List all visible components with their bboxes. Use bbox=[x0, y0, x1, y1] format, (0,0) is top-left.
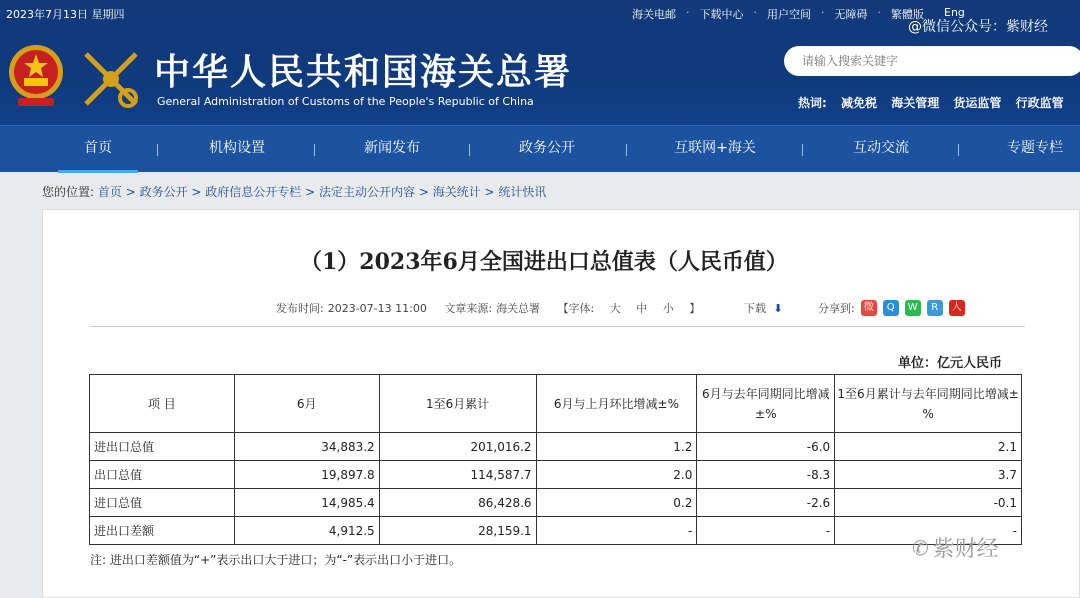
hot-word-link[interactable]: 行政监管 bbox=[1015, 96, 1064, 110]
hot-words bbox=[798, 94, 1074, 111]
row-label: 进口总值 bbox=[90, 489, 235, 517]
weibo-icon[interactable]: 微 bbox=[861, 300, 877, 316]
hot-word-link[interactable]: 减免税 bbox=[841, 96, 878, 110]
publish-label: 发布时间: bbox=[276, 302, 324, 315]
search-input[interactable]: 请输入搜索关键字 bbox=[784, 46, 1080, 76]
top-link-download-center[interactable]: 下载中心 bbox=[699, 8, 744, 21]
table-cell: 34,883.2 bbox=[234, 433, 379, 461]
article-title: （1）2023年6月全国进出口总值表（人民币值） bbox=[300, 249, 788, 275]
divider bbox=[90, 326, 1025, 327]
separator bbox=[157, 144, 158, 156]
font-size-label: 【字体: bbox=[557, 302, 595, 315]
header-june: 6月 bbox=[234, 375, 379, 433]
table-cell: 2.1 bbox=[835, 433, 1022, 461]
table-cell: 19,897.8 bbox=[234, 461, 379, 489]
customs-logo-icon bbox=[78, 46, 144, 112]
table-cell: 114,587.7 bbox=[379, 461, 536, 489]
top-link-accessibility[interactable]: 无障碍 bbox=[834, 8, 868, 21]
nav-item-news[interactable]: 新闻发布 bbox=[364, 140, 420, 156]
breadcrumb-separator: > bbox=[121, 185, 140, 199]
breadcrumb-separator: > bbox=[480, 185, 499, 199]
separator bbox=[802, 144, 803, 156]
nav-item-organization[interactable]: 机构设置 bbox=[209, 140, 265, 156]
separator bbox=[469, 144, 470, 156]
publish-time: 2023-07-13 11:00 bbox=[327, 302, 427, 315]
header-item: 项 目 bbox=[90, 375, 235, 433]
share-bar bbox=[818, 300, 965, 316]
table-cell: 201,016.2 bbox=[379, 433, 536, 461]
table-row bbox=[90, 433, 1022, 461]
font-size-controls bbox=[558, 302, 713, 315]
table-cell: 14,985.4 bbox=[234, 489, 379, 517]
download-button[interactable] bbox=[744, 300, 783, 316]
header-yoy: 6月与去年同期同比增减±% bbox=[697, 375, 835, 433]
breadcrumb-lead: 您的位置: bbox=[42, 185, 95, 199]
font-size-medium[interactable]: 中 bbox=[636, 302, 648, 315]
breadcrumb-link[interactable]: 统计快讯 bbox=[498, 185, 547, 199]
table-cell: 86,428.6 bbox=[379, 489, 536, 517]
table-cell: - bbox=[835, 517, 1022, 545]
pdf-icon[interactable]: 人 bbox=[949, 300, 965, 316]
separator: · bbox=[686, 6, 690, 19]
table-cell: - bbox=[697, 517, 835, 545]
table-header-row bbox=[90, 375, 1022, 433]
breadcrumb-link[interactable]: 政务公开 bbox=[139, 185, 188, 199]
separator bbox=[958, 144, 959, 156]
header-ytd-yoy: 1至6月累计与去年同期同比增减±% bbox=[835, 375, 1022, 433]
breadcrumb-link[interactable]: 海关统计 bbox=[432, 185, 481, 199]
table-cell: -8.3 bbox=[697, 461, 835, 489]
separator: · bbox=[821, 6, 825, 19]
font-size-large[interactable]: 大 bbox=[609, 302, 621, 315]
header-jan-jun: 1至6月累计 bbox=[379, 375, 536, 433]
breadcrumb-link[interactable]: 政府信息公开专栏 bbox=[205, 185, 302, 199]
breadcrumb-separator: > bbox=[187, 185, 206, 199]
download-label: 下载 bbox=[744, 302, 766, 315]
row-label: 出口总值 bbox=[90, 461, 235, 489]
table-row bbox=[90, 461, 1022, 489]
article-meta bbox=[276, 300, 726, 316]
top-link-user-space[interactable]: 用户空间 bbox=[767, 8, 811, 21]
main-nav bbox=[0, 125, 1080, 172]
top-link-email[interactable]: 海关电邮 bbox=[632, 8, 676, 21]
national-emblem-icon bbox=[6, 38, 66, 110]
breadcrumb bbox=[42, 183, 546, 200]
font-size-small[interactable]: 小 bbox=[662, 302, 674, 315]
wechat-watermark: @微信公众号：紫财经 bbox=[908, 19, 1048, 35]
source-label: 文章来源: bbox=[444, 302, 493, 315]
hot-words-label: 热词: bbox=[798, 96, 827, 110]
breadcrumb-link[interactable]: 法定主动公开内容 bbox=[318, 185, 415, 199]
download-icon: ⬇ bbox=[773, 302, 783, 315]
separator: · bbox=[753, 6, 757, 19]
bottom-watermark bbox=[912, 532, 999, 563]
source-value: 海关总署 bbox=[496, 302, 541, 315]
table-cell: 3.7 bbox=[835, 461, 1022, 489]
top-link-english[interactable]: Eng bbox=[944, 6, 965, 19]
trade-table bbox=[89, 374, 1022, 545]
nav-item-internet-customs[interactable]: 互联网+海关 bbox=[674, 140, 756, 156]
table-cell: -0.1 bbox=[835, 489, 1022, 517]
renren-icon[interactable]: R bbox=[927, 300, 943, 316]
site-title: 中华人民共和国海关总署 bbox=[154, 51, 573, 93]
breadcrumb-separator: > bbox=[415, 185, 433, 199]
breadcrumb-separator: > bbox=[301, 185, 319, 199]
nav-item-interaction[interactable]: 互动交流 bbox=[853, 140, 909, 156]
row-label: 进出口总值 bbox=[90, 433, 235, 461]
table-cell: 28,159.1 bbox=[379, 517, 536, 545]
table-cell: 0.2 bbox=[536, 489, 697, 517]
table-unit: 单位：亿元人民币 bbox=[898, 356, 1003, 371]
hot-word-link[interactable]: 海关管理 bbox=[891, 96, 940, 110]
share-label: 分享到: bbox=[818, 302, 855, 315]
table-note: 注: 进出口差额值为“+”表示出口大于进口；为“-”表示出口小于进口。 bbox=[90, 553, 462, 567]
table-cell: 2.0 bbox=[536, 461, 697, 489]
table-cell: -2.6 bbox=[697, 489, 835, 517]
separator: · bbox=[877, 6, 881, 19]
hot-word-link[interactable]: 货运监管 bbox=[953, 96, 1002, 110]
font-size-close: 】 bbox=[689, 302, 701, 315]
qzone-icon[interactable]: Q bbox=[883, 300, 899, 316]
table-cell: 4,912.5 bbox=[234, 517, 379, 545]
table-cell: 1.2 bbox=[536, 433, 697, 461]
breadcrumb-link[interactable]: 首页 bbox=[97, 185, 122, 199]
table-cell: -6.0 bbox=[697, 433, 835, 461]
wechat-icon[interactable]: W bbox=[905, 300, 921, 316]
row-label: 进出口差额 bbox=[90, 517, 235, 545]
nav-item-home[interactable]: 首页 bbox=[58, 126, 138, 173]
top-link-traditional[interactable]: 繁體版 bbox=[891, 8, 924, 21]
current-date: 2023年7月13日 星期四 bbox=[6, 8, 125, 21]
site-header bbox=[0, 0, 1080, 125]
table-row bbox=[90, 489, 1022, 517]
separator bbox=[626, 144, 627, 156]
header-mom: 6月与上月环比增减±% bbox=[536, 375, 697, 433]
table-cell: - bbox=[536, 517, 697, 545]
nav-item-government-affairs[interactable]: 政务公开 bbox=[519, 140, 575, 156]
table-row bbox=[90, 517, 1022, 545]
wechat-icon: ✆ bbox=[912, 535, 929, 560]
site-subtitle: General Administration of Customs of the People's Republic of China bbox=[157, 95, 534, 108]
watermark-text: 紫财经 bbox=[932, 537, 999, 562]
separator bbox=[314, 144, 315, 156]
nav-item-special-topics[interactable]: 专题专栏 bbox=[1007, 140, 1063, 156]
